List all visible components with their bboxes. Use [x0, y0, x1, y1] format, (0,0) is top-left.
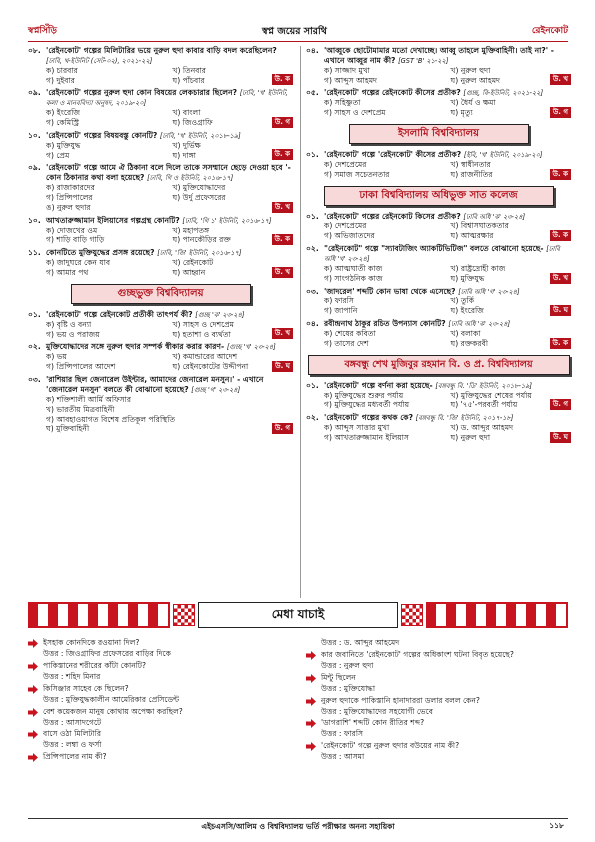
question-body: 'আব্বুকে ছোটোমামার মতো দেখাচ্ছে। আব্বু তাহলে মুক্তিবাহিনী। তাই না?' - এখানে আব্বুর নাম কী? — [324, 46, 554, 65]
option: ক) শক্তিশালী আর্মি অফিসার — [46, 394, 132, 404]
question-number: ০৩. — [306, 286, 319, 296]
question-number: ০৯. — [28, 88, 41, 98]
question-source: [ঢাবি অধি 'গ' ২৩-২৪] — [458, 287, 520, 296]
section-title-dhaka-seven: ঢাকা বিশ্ববিদ্যালয় অধিভুক্ত সাত কলেজ — [324, 186, 554, 206]
option: ঘ) মুক্তিযুদ্ধ — [450, 273, 485, 283]
arrow-icon — [28, 753, 38, 762]
banner-stripe-right — [426, 602, 568, 628]
option: ক) বৃষ্টি ও বন্যা — [46, 319, 92, 329]
answer-badge: উ. ক — [550, 338, 571, 349]
question-source: [ঢাবি অধি 'খ' ২৩-২৪] — [324, 245, 560, 264]
option: খ) ধৈর্য ও ক্ষমা — [450, 98, 496, 108]
question-body: 'রেইনকোট' গল্পে বর্ণনা করা হয়েছে- — [324, 380, 433, 390]
question-source: [গুচ্ছ 'ক' ২৩-২৪] — [195, 310, 245, 319]
question-number: ০৪. — [306, 319, 319, 329]
question-body: 'রেইনকোট' গল্পের বিষয়বস্তু কোনটি? — [46, 130, 158, 140]
option: ক) ভয় — [46, 352, 67, 362]
question-number: ০১. — [306, 211, 319, 221]
answer-badge: উ. খ — [272, 267, 293, 278]
question — [28, 248, 293, 278]
header-tagline: স্বপ্ন জয়ের সারথি — [261, 25, 327, 37]
question-body: 'রেইনকোট' গল্পে 'রেইনকোট' কীসের প্রতীক? — [324, 150, 462, 160]
option: খ) তিনবার — [172, 65, 206, 75]
question-text — [28, 375, 293, 395]
question-source: [ঢাবি, গি ও ইউনিট, ২০১৬-১৭] — [147, 174, 234, 183]
answer-badge: উ. গ — [550, 107, 571, 118]
option: ঘ) মুক্তিবাহিনী — [46, 424, 90, 434]
options — [28, 141, 293, 161]
question-number: ০৩. — [28, 375, 41, 385]
section-title-bsmrstu: বঙ্গবন্ধু শেখ মুজিবুর রহমান বি. ও প্র. বিশ্ববিদ্যালয় — [308, 355, 570, 375]
options — [28, 183, 293, 213]
option: ঙ) নুরুল হুদার — [46, 202, 91, 212]
arrow-icon — [306, 674, 316, 683]
option: গ) জাপানি — [324, 306, 358, 316]
answer-badge: উ. ক — [272, 74, 293, 85]
quiz-answer: উত্তর : মুক্তিযোদ্ধা — [321, 683, 376, 693]
question-source: [বঙ্গবন্ধু বি. 'জি' ইউনিট, ২০১৭-১৮] — [415, 414, 514, 423]
answer-badge: উ. ক — [272, 149, 293, 160]
question — [28, 88, 293, 127]
question-source: [গুচ্ছ 'খ' ২৩-২৪] — [226, 343, 276, 352]
question-number: ০১. — [306, 150, 319, 160]
question-body: "রেইনকোট" গল্পে "স্যাবটাজিং অ্যাকটিভিটিজ" বলতে বোঝানো হয়েছে- — [324, 244, 544, 254]
question-number: ০২. — [306, 413, 319, 423]
question-text — [306, 319, 571, 329]
answer-badge: উ. খ — [550, 74, 571, 85]
option: খ) দুর্ভিক্ষ — [172, 140, 201, 150]
options — [28, 226, 293, 246]
option: ক) সহিষ্ণুতা — [324, 98, 361, 108]
quiz-answer: উত্তর : আসাদগেটে — [43, 717, 102, 727]
quiz-answer: উত্তর : মুক্তিযুদ্ধকালীন আমেরিকার প্রেসিডেন্ট — [43, 694, 180, 704]
option: ঘ) রাজনীতির — [450, 169, 493, 179]
page-number: ১১৮ — [549, 821, 564, 830]
option: ঘ) মৃত্যু — [450, 108, 473, 118]
option: গ) প্রিন্সিপালের আদেশ — [46, 362, 116, 372]
quiz-right — [306, 638, 571, 764]
option: ক) দোজখের ওম — [46, 225, 98, 235]
quiz-question-row — [306, 718, 571, 728]
quiz-question-row — [306, 673, 571, 683]
quiz-question-row — [28, 707, 293, 717]
question — [306, 212, 571, 242]
option: গ) অভিজাতদের — [324, 231, 375, 241]
question — [28, 342, 293, 372]
checker-block — [401, 604, 423, 626]
banner-stripe-left — [28, 602, 170, 628]
question-list — [306, 150, 571, 180]
column-divider — [300, 46, 301, 598]
question-body: রবীন্দ্রনাথ ঠাকুর রচিত উপন্যাস কোনটি? — [324, 319, 446, 329]
question-text — [306, 88, 571, 98]
question-text — [28, 46, 293, 66]
option: গ) কেমিস্ট্রি — [46, 118, 80, 128]
arrow-icon — [306, 697, 316, 706]
answer-badge: উ. গ — [272, 423, 293, 434]
option: ঘ) পানকৌড়ির রক্ত — [172, 235, 231, 245]
question-source: [বঙ্গবন্ধু বি. 'ডি' ইউনিট, ২০১৮-১৯] — [435, 381, 532, 390]
question-text — [28, 248, 293, 258]
answer-badge: উ. গ — [272, 117, 293, 128]
question-list — [306, 381, 571, 443]
options — [306, 329, 571, 349]
quiz-answer: উত্তর : নুরুল হুদা — [321, 660, 374, 670]
question — [28, 163, 293, 212]
chapter-name: রেইনকোট — [531, 26, 568, 37]
question — [306, 319, 571, 349]
page-header — [28, 22, 568, 42]
option: ক) ইংরেজি — [46, 108, 81, 118]
question-body: 'রেইনকোট' গল্পের রেইনকোট কিসের প্রতীক? — [324, 211, 461, 221]
quiz-question-row — [306, 696, 571, 706]
quiz-question: প্রিন্সিপালের নাম কী? — [43, 752, 107, 762]
option: খ) মহাপতঙ্গ — [172, 225, 210, 235]
option: গ) সমাজ সচেতনতার — [324, 169, 390, 179]
arrow-icon — [28, 685, 38, 694]
quiz-question: 'ডাগরাশি' শব্দটি কোন রীতির শব্দ? — [321, 718, 425, 728]
question-list — [28, 46, 293, 278]
quiz-answer: উত্তর : আসমা — [321, 752, 365, 762]
option: গ) শাড়ি বাড়ি গাড়ি — [46, 235, 105, 245]
quiz-answer: উত্তর : লম্বা ও ফর্সা — [43, 740, 102, 750]
arrow-icon — [306, 719, 316, 728]
question-body: 'রেইনকোট' গল্পে আমে ঐ ঠিকানা বলে দিলে তাকে সসম্মানে ছেড়ে দেওয়া হবে '-কোন ঠিকানার কথা বলা হয়েছে? — [46, 163, 291, 183]
option: খ) স্বাধীনতার — [450, 159, 491, 169]
option: গ) ভয় ও পরাজয় — [46, 329, 100, 339]
arrow-icon — [28, 639, 38, 648]
question-list — [306, 212, 571, 349]
option: ঘ) হতাশা ও ব্যর্থতা — [172, 329, 231, 339]
quiz-question-row — [28, 729, 293, 739]
option: ক) দেশপ্রেমের — [324, 221, 367, 231]
question-text — [306, 244, 571, 264]
quiz-question: বেশ কয়েকজন মানুষ কোথায় অপেক্ষা করছিল? — [43, 706, 183, 716]
option: ঘ) দাঙ্গা — [172, 150, 196, 160]
quiz-question-row — [28, 684, 293, 694]
medha-banner — [28, 598, 568, 632]
checker-block — [173, 604, 195, 626]
option: ক) রাজাকারদের — [46, 183, 95, 193]
question-body: 'রেইনকোট' গল্পে রেইনকোট প্রতীকী তাৎপর্য কী? — [46, 309, 193, 319]
question — [306, 413, 571, 443]
option: খ) মুক্তিযোদ্ধাদের — [172, 183, 226, 193]
option: ক) আব্দুস সাত্তার মুখা — [324, 423, 390, 433]
quiz-answer: উত্তর : মুক্তিযোদ্ধাদের সহযোগী ভেবে — [321, 706, 433, 716]
option: গ) তাসের দেশ — [324, 338, 369, 348]
section-title-guccho: গুচ্ছভুক্ত বিশ্ববিদ্যালয় — [71, 284, 251, 304]
options — [306, 221, 571, 241]
question-text — [306, 413, 571, 423]
question-source: [ঢাবি অধি 'ক' ২৩-২৪] — [448, 320, 511, 329]
question-source: [ঢাবি, 'জি' ইউনিট, ২০১৬-১৭] — [157, 249, 242, 258]
question-body: 'রেইনকোট' গল্পের কথক কে? — [324, 413, 413, 423]
question-text — [306, 287, 571, 297]
answer-badge: উ. খ — [272, 328, 293, 339]
option: ঘ) আহ্বান — [172, 268, 206, 278]
options — [306, 423, 571, 443]
option: খ) ড. আব্দুর আহমদ — [450, 423, 514, 433]
question-text — [28, 216, 293, 226]
option: খ) তুর্কি — [450, 296, 475, 306]
footer-text: এইচএসসি/আলিম ও বিশ্ববিদ্যালয় ভর্তি পরীক্ষার অনন্য সহায়িকা — [201, 821, 395, 831]
question-text — [306, 212, 571, 222]
arrow-icon — [306, 742, 316, 751]
quiz-left — [28, 638, 293, 763]
question-number: ০৫. — [306, 88, 319, 98]
question-number: ০২. — [306, 244, 319, 254]
answer-badge: উ. ঘ — [550, 432, 571, 443]
option: ক) জাদুঘরে কেন যাব — [46, 258, 111, 268]
question-text — [28, 310, 293, 320]
option: গ) আবহাওয়াগত বিশেষ প্রতিকূল পরিস্থিতি — [46, 414, 176, 424]
option: ক) শেষের কবিতা — [324, 329, 376, 339]
question-text — [28, 163, 293, 183]
banner-title: মেধা যাচাই — [198, 602, 398, 628]
question-number: ১০. — [28, 215, 41, 225]
question — [28, 310, 293, 340]
question-body: 'জাদরেল' শব্দটি কোন ভাষা থেকে এসেছে? — [324, 286, 456, 296]
question-text — [306, 381, 571, 391]
options — [28, 108, 293, 128]
option: ঘ) রক্তকরবী — [450, 338, 489, 348]
option: গ) প্রেম — [46, 150, 70, 160]
option: ঘ) '৭৫'-পরবর্তী পর্যায় — [450, 400, 518, 410]
question-source: [ঢাবি, 'গি ১' ইউনিট, ২০১৬-১৭] — [182, 216, 272, 225]
quiz-question: পাকিস্তানের শরীরের কাঁটা কোনটি? — [43, 660, 147, 670]
question — [306, 150, 571, 180]
left-column — [28, 46, 293, 437]
question — [306, 244, 571, 283]
options — [28, 395, 293, 434]
answer-badge: উ. ক — [550, 169, 571, 180]
arrow-icon — [306, 651, 316, 660]
options — [306, 160, 571, 180]
question-body: মুক্তিযোদ্ধাদের সঙ্গে নুরুল হুদার সম্পর্ক স্বীকার করার কারণ- — [46, 342, 225, 352]
question-text — [28, 88, 293, 108]
option: ক) ফারসি — [324, 296, 354, 306]
options — [306, 391, 571, 411]
question — [306, 287, 571, 317]
question-number: ০৮. — [28, 46, 41, 55]
options — [306, 264, 571, 284]
question-body: 'রেইনকোট' গল্পের রেইনকোট কীসের প্রতীক? — [324, 88, 461, 98]
answer-badge: উ. ক — [272, 234, 293, 245]
option: গ) আমার পথ — [46, 268, 89, 278]
options — [28, 66, 293, 86]
quiz-question-row — [28, 638, 293, 648]
option: খ) বাংলা — [172, 108, 201, 118]
option: খ) কমান্ডারের আদেশ — [172, 352, 238, 362]
quiz-answer: উত্তর : ড. আব্দুর আহমেদ — [321, 638, 400, 647]
question-source: [GST 'B' ২১-২২] — [398, 56, 449, 65]
question — [306, 46, 571, 85]
option: গ) সাহস ও দেশপ্রেম — [324, 108, 386, 118]
options — [306, 66, 571, 86]
option: ঘ) নুরুল হুদা — [450, 433, 491, 443]
question-body: 'রেইনকোট' গল্পের মিলিটারির ভয়ে নুরুল হুদা কাবার বাড়ি বদল করেছিলেন? — [46, 46, 277, 55]
quiz-answer: উত্তর : ফারসি — [321, 729, 364, 739]
question — [28, 46, 293, 85]
question-source: [ইবি, 'খ' ইউনিট, ২০১৯-২০] — [463, 151, 543, 160]
quiz-answer: উত্তর : জিওগ্রাফির প্রফেসরের বাড়ির দিকে — [43, 649, 171, 658]
brand-name: স্বপ্নসিঁড়ি — [28, 26, 57, 37]
quiz-question: 'রেইনকোট' গল্পে নুরুল হুদার বউয়ের নাম কী? — [321, 741, 460, 751]
question-number: ০৪. — [306, 46, 319, 55]
question-text — [28, 131, 293, 141]
question-source: [গুচ্ছ 'গ' ২৩-২৪] — [191, 385, 241, 394]
option: গ) আব্দুস আহমদ — [324, 75, 378, 85]
option: খ) নুরুল হুদা — [450, 65, 491, 75]
quiz-answer: উত্তর : শহিদ মিনার — [43, 671, 101, 681]
page-footer — [28, 818, 568, 834]
answer-badge: উ. গ — [550, 399, 571, 410]
question — [28, 131, 293, 161]
question-number: ০১. — [28, 309, 41, 319]
answer-badge: উ. ঘ — [550, 305, 571, 316]
question-list — [28, 310, 293, 434]
question — [306, 381, 571, 411]
quiz-question: কার জবানিতে 'রেইনকোট' গল্পের অধিকাংশ ঘটনা বিবৃত হয়েছে? — [321, 649, 514, 659]
option: খ) বলাকা — [450, 329, 481, 339]
quiz-question-row — [28, 661, 293, 671]
option: ক) মুক্তিযুদ্ধ — [46, 140, 81, 150]
question — [306, 88, 571, 118]
option: ঘ) রেইনকোটের উদ্দীপনা — [172, 362, 249, 372]
option: ঘ) আত্মরক্ষার — [450, 231, 494, 241]
option: খ) রাষ্ট্রদ্রোহী কাজ — [450, 263, 506, 273]
answer-badge: উ. ক — [550, 230, 571, 241]
question-source: [গুচ্ছ, বি-ইউনিট, ২০২১-২২] — [463, 89, 544, 98]
option: খ) বিশ্বাসঘাতকতার — [450, 221, 509, 231]
option: গ) প্রিন্সিপালের — [46, 193, 93, 203]
question-source: [ঢাবি, 'খ' ইউনিট, ২০১৮-১৯] — [159, 131, 241, 140]
options — [306, 98, 571, 118]
option: খ) রেইনকোট — [172, 258, 214, 268]
option: ঘ) উর্দু প্রফেসরের — [172, 193, 226, 203]
question-source: [ঢাবি অধি 'ক' ২৩-২৪] — [463, 212, 526, 221]
option: ক) দেশপ্রেমের — [324, 159, 367, 169]
quiz-question-row — [306, 650, 571, 660]
question-body: 'রাশিয়ার ছিল জেনারেল উইন্টার, আমাদের জেনারেল মনসুন।' - এখানে 'জেনারেল মনসুন' বলতে কী বোঝানো হয়েছে? — [46, 375, 264, 394]
question-number: ০৯. — [28, 163, 41, 173]
option: ক) সাজ্জাদ মুখা — [324, 65, 370, 75]
options — [28, 320, 293, 340]
question-source: [ঢাবি, খ-ইউনিট (সেট-০২), ২০২১-২২] — [46, 56, 153, 65]
option: খ) মুক্তিযুদ্ধের শেষের পর্যায় — [450, 390, 532, 400]
options — [306, 296, 571, 316]
quiz-question-row — [306, 741, 571, 751]
option: গ) আখতারুজ্জামান ইলিয়াস — [324, 433, 409, 443]
option: খ) সাহস ও দেশপ্রেম — [172, 319, 235, 329]
question-number: ১০. — [28, 130, 41, 140]
section-title-islamic: ইসলামি বিশ্ববিদ্যালয় — [349, 124, 529, 144]
arrow-icon — [28, 662, 38, 671]
answer-badge: উ. খ — [550, 273, 571, 284]
arrow-icon — [28, 708, 38, 717]
option: গ) দুইবার — [46, 75, 75, 85]
option: ক) মুক্তিযুদ্ধের শুরুর পর্যায় — [324, 390, 404, 400]
options — [28, 352, 293, 372]
question-list — [306, 46, 571, 118]
question-number: ০১. — [306, 380, 319, 390]
question-text — [306, 46, 571, 66]
question-text — [306, 150, 571, 160]
quiz-question: নুরুল হুদাকে পাকিস্তানি হানাদাররা ডলার বলল কেন? — [321, 695, 480, 705]
options — [28, 258, 293, 278]
question — [28, 216, 293, 246]
option: ক) আত্মঘাতী কাজ — [324, 263, 383, 273]
right-column — [306, 46, 571, 446]
question-number: ০২. — [28, 342, 41, 352]
quiz-question: কিসিঞ্জার সাহেব কে ছিলেন? — [43, 683, 129, 693]
question-body: কোনটিতে মুক্তিযুদ্ধের প্রসঙ্গ রয়েছে? — [46, 248, 155, 258]
option: ঘ) ইংরেজি — [450, 306, 484, 316]
quiz-question: ইসহাক কোনদিকে রওয়ানা দিল? — [43, 638, 140, 647]
question-text — [28, 342, 293, 352]
quiz-question: মিন্টু ছিলেন — [321, 672, 356, 682]
option: ক) চারবার — [46, 65, 78, 75]
answer-badge: উ. খ — [272, 202, 293, 213]
option: ঘ) জিওগ্রাফি — [172, 118, 213, 128]
option: ঘ) পাঁচবার — [172, 75, 205, 85]
question-body: আখতারুজ্জামান ইলিয়াসের গল্পগ্রন্থ কোনটি? — [46, 215, 180, 225]
question-source: [ঢাবি, 'খ' ইউনিট, কলা ও মানববিদ্যা অনুষদ, ২০১৯-২০] — [46, 89, 288, 108]
question-body: 'রেইনকোট' গল্পের নুরুল হুদা কোন বিষয়ের লেকচারার ছিলেন? — [46, 88, 238, 98]
option: খ) ভারতীয় মিত্রবাহিনী — [46, 404, 115, 414]
question — [28, 375, 293, 434]
quiz-question-row — [28, 752, 293, 762]
arrow-icon — [28, 730, 38, 739]
question-number: ১১. — [28, 248, 41, 258]
answer-badge: উ. ঘ — [272, 361, 293, 372]
quiz-question: বাসে ওঠা মিলিটারি — [43, 729, 102, 739]
option: ঘ) নুরুল আহমদ — [450, 75, 501, 85]
option: গ) মুক্তিযুদ্ধের মধ্যবর্তী পর্যায় — [324, 400, 410, 410]
option: গ) সাংগঠনিক কাজ — [324, 273, 383, 283]
